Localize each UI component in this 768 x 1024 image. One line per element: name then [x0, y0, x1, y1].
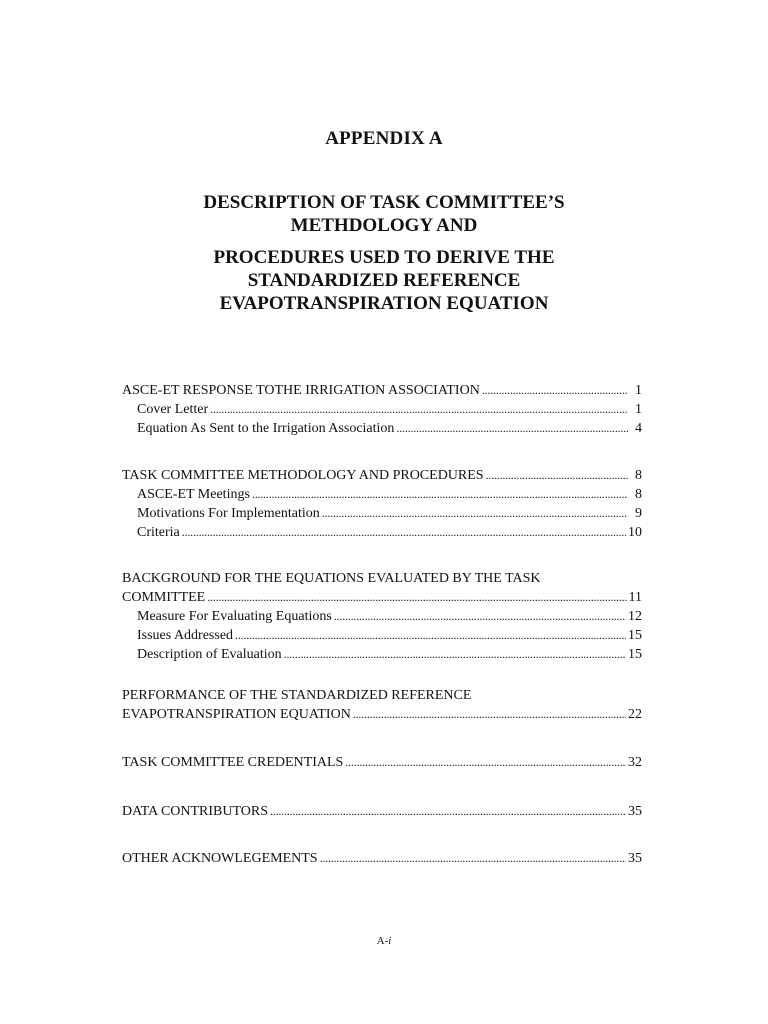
footer-page-numeral: i	[388, 935, 392, 947]
toc-leader-dots	[353, 705, 626, 724]
toc-leader-dots	[486, 466, 628, 485]
toc-entry-label: Description of Evaluation	[137, 647, 282, 662]
toc-subentry[interactable]	[122, 523, 642, 542]
toc-page-number: 15	[628, 628, 642, 643]
document-title	[0, 191, 768, 315]
toc-entry[interactable]	[122, 849, 642, 868]
title-line-4: STANDARDIZED REFERENCE	[247, 270, 521, 291]
toc-subentry[interactable]	[122, 645, 642, 664]
toc-leader-dots	[252, 485, 628, 504]
toc-page-number: 1	[635, 383, 642, 398]
toc-page-number: 1	[635, 402, 642, 417]
toc-page-number: 4	[635, 421, 642, 436]
toc-entry[interactable]	[122, 381, 642, 400]
title-line-1: DESCRIPTION OF TASK COMMITTEE’S	[203, 192, 565, 213]
toc-leader-dots	[345, 753, 626, 772]
toc-entry-label: Motivations For Implementation	[137, 506, 320, 521]
toc-leader-dots	[182, 523, 626, 542]
toc-entry-label: Issues Addressed	[137, 628, 234, 643]
toc-entry-label: Measure For Evaluating Equations	[137, 609, 332, 624]
toc-entry[interactable]	[122, 705, 642, 724]
toc-leader-dots	[396, 419, 628, 438]
toc-entry[interactable]	[122, 753, 642, 772]
toc-subentry[interactable]	[122, 485, 642, 504]
toc-section-2	[122, 466, 642, 542]
toc-entry-label-line1[interactable]: BACKGROUND FOR THE EQUATIONS EVALUATED BY THE TASK	[122, 571, 541, 586]
toc-leader-dots	[482, 381, 628, 400]
toc-page-number: 12	[628, 609, 642, 624]
toc-entry[interactable]	[122, 802, 642, 821]
toc-page-number: 8	[635, 487, 642, 502]
toc-entry-label: DATA CONTRIBUTORS	[122, 804, 269, 819]
toc-leader-dots	[322, 504, 628, 523]
toc-leader-dots	[207, 588, 626, 607]
toc-entry-label: OTHER ACKNOWLEGEMENTS	[122, 851, 318, 866]
toc-section-6	[122, 802, 642, 821]
toc-page-number: 10	[628, 525, 642, 540]
toc-entry-label: COMMITTEE	[122, 590, 206, 605]
toc-page-number: 32	[628, 755, 642, 770]
toc-section-1	[122, 381, 642, 438]
toc-page-number: 15	[628, 647, 642, 662]
toc-page-number: 35	[628, 804, 642, 819]
toc-section-3	[122, 569, 642, 664]
toc-entry-label-line1[interactable]: PERFORMANCE OF THE STANDARDIZED REFERENCE	[122, 688, 472, 703]
toc-entry-label: Criteria	[137, 525, 180, 540]
toc-entry-label: Equation As Sent to the Irrigation Association	[137, 421, 395, 436]
toc-leader-dots	[320, 849, 626, 868]
toc-subentry[interactable]	[122, 607, 642, 626]
toc-section-4	[122, 686, 642, 724]
toc-entry[interactable]	[122, 466, 642, 485]
title-line-2: METHDOLOGY AND	[290, 215, 478, 236]
toc-page-number: 8	[635, 468, 642, 483]
toc-leader-dots	[284, 645, 626, 664]
toc-section-7	[122, 849, 642, 868]
toc-subentry[interactable]	[122, 400, 642, 419]
toc-entry-label: ASCE-ET Meetings	[137, 487, 250, 502]
toc-page-number: 35	[628, 851, 642, 866]
toc-leader-dots	[334, 607, 626, 626]
title-line-3: PROCEDURES USED TO DERIVE THE	[213, 247, 555, 268]
footer-prefix: A-	[376, 935, 389, 947]
toc-subentry[interactable]	[122, 419, 642, 438]
appendix-heading: APPENDIX A	[325, 128, 443, 149]
toc-section-5	[122, 753, 642, 772]
toc-page-number: 9	[635, 506, 642, 521]
toc-leader-dots	[270, 802, 626, 821]
toc-page-number: 11	[628, 590, 642, 605]
title-line-5: EVAPOTRANSPIRATION EQUATION	[219, 293, 549, 314]
toc-subentry[interactable]	[122, 626, 642, 645]
page-footer	[0, 935, 768, 947]
toc-entry-label: TASK COMMITTEE CREDENTIALS	[122, 755, 344, 770]
toc-leader-dots	[235, 626, 626, 645]
toc-entry[interactable]	[122, 588, 642, 607]
toc-leader-dots	[210, 400, 628, 419]
toc-entry-label: ASCE-ET RESPONSE TOTHE IRRIGATION ASSOCIATION	[122, 383, 480, 398]
toc-entry-label: TASK COMMITTEE METHODOLOGY AND PROCEDURES	[122, 468, 484, 483]
toc-entry-label: Cover Letter	[137, 402, 209, 417]
toc-page-number: 22	[628, 707, 642, 722]
toc-entry-label: EVAPOTRANSPIRATION EQUATION	[122, 707, 351, 722]
toc-subentry[interactable]	[122, 504, 642, 523]
